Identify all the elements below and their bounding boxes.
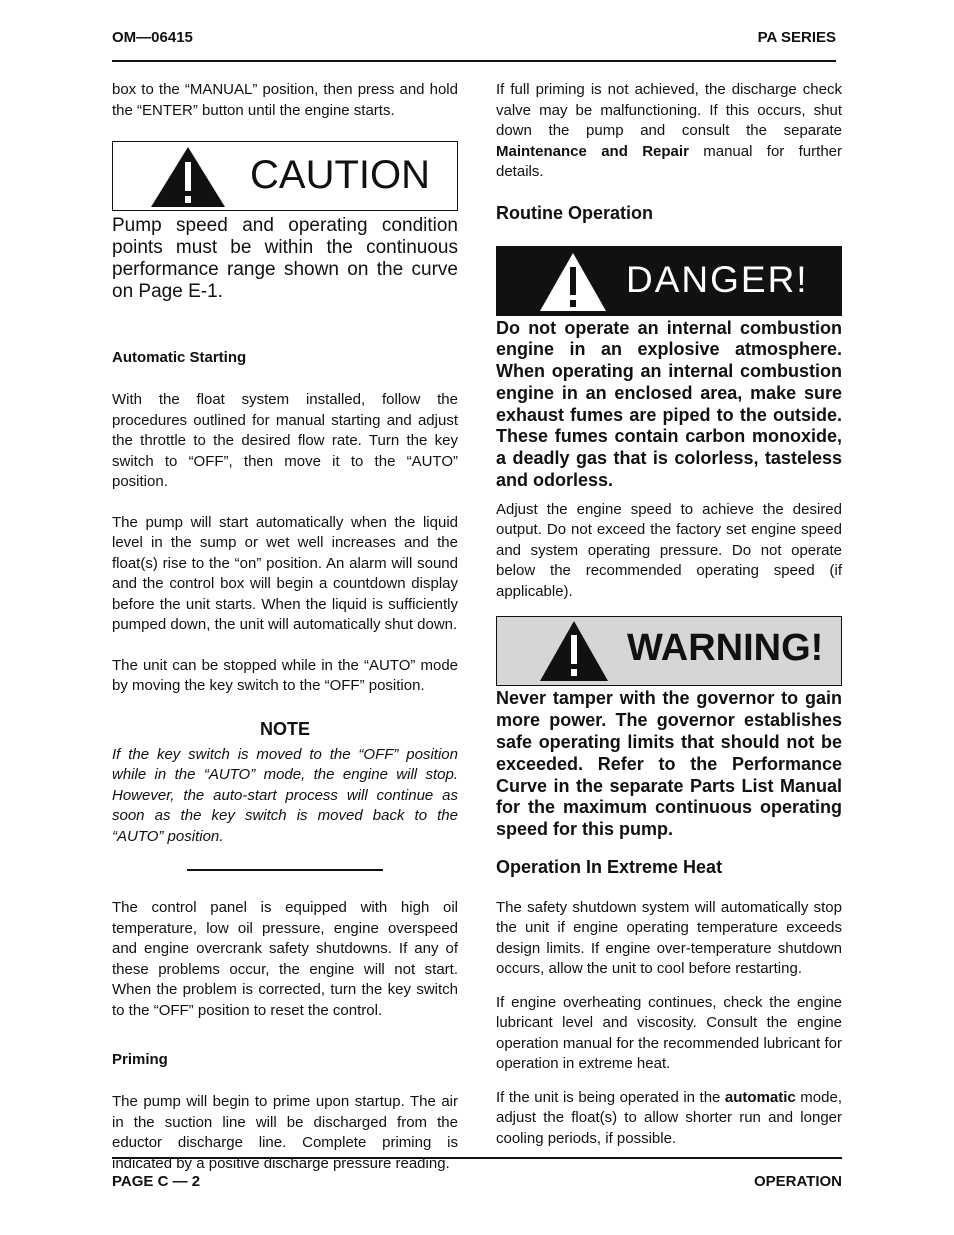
- document-number: OM—06415: [112, 29, 193, 46]
- automatic-starting-paragraph: With the float system installed, follow the procedures outlined for manual starting and adjust the throttle to the desired flow rate. Turn the key switch to “OFF”, then move it to the “AUTO” position.: [112, 391, 458, 490]
- priming-heading: Priming: [112, 1051, 168, 1068]
- priming-paragraph: The pump will begin to prime upon startup. The air in the suction line will be discharged from the eductor discharge line. Complete priming is indicated by a positive discharge pressure reading.: [112, 1093, 458, 1172]
- note-text: If the key switch is moved to the “OFF” position while in the “AUTO” mode, the engine will stop. However, the auto-start process will continue as soon as the key switch is moved back to the “AUTO” position.: [112, 745, 458, 845]
- caution-banner: [112, 141, 458, 211]
- automatic-starting-heading: Automatic Starting: [112, 349, 247, 366]
- danger-banner: [496, 246, 842, 316]
- extreme-heat-heading: Operation In Extreme Heat: [496, 856, 723, 877]
- danger-word: DANGER!: [626, 258, 809, 300]
- left-column: [112, 80, 458, 1174]
- extreme-heat-paragraph: If engine overheating continues, check the engine lubricant level and viscosity. Consult the engine operation manual for the recommended lubricant for operation in extreme heat.: [496, 993, 842, 1073]
- page-header: [112, 28, 836, 62]
- adjust-speed-paragraph: Adjust the engine speed to achieve the desired output. Do not exceed the factory set engine speed and system operating pressure. Do not operate below the recommended operating speed (if applicable).: [496, 500, 842, 600]
- automatic-starting-paragraph: The pump will start automatically when the liquid level in the sump or wet well increases and the float(s) rise to the “on” position. An alarm will sound and the control box will begin a countdown display before the unit starts. When the liquid is sufficiently pumped down, the unit will automatically shut down.: [112, 513, 458, 633]
- caution-word: CAUTION: [250, 153, 430, 197]
- automatic-starting-paragraph: The unit can be stopped while in the “AUTO” mode by moving the key switch to the “OFF” position.: [112, 656, 458, 694]
- intro-paragraph: box to the “MANUAL” position, then press and hold the “ENTER” button until the engine starts.: [112, 81, 458, 119]
- caution-triangle-icon: [149, 145, 227, 209]
- warning-triangle-icon: [538, 619, 610, 683]
- danger-triangle-icon: [538, 251, 608, 313]
- page-number: PAGE C — 2: [112, 1173, 201, 1190]
- series-name: PA SERIES: [757, 29, 836, 46]
- automatic-mode-paragraph: If the unit is being operated in the automatic mode, adjust the float(s) to allow shorter run and longer cooling periods, if possible.: [496, 1088, 842, 1147]
- control-panel-paragraph: The control panel is equipped with high oil temperature, low oil pressure, engine overspeed and engine overcrank safety shutdowns. If any of these problems occur, the engine will not start. When the problem is corrected, turn the key switch to the “OFF” position to reset the control.: [112, 899, 458, 1019]
- extreme-heat-paragraph: The safety shutdown system will automatically stop the unit if engine operating temperature exceeds design limits. If engine over-temperature shutdown occurs, allow the unit to cool before restarting.: [496, 898, 842, 978]
- section-name: OPERATION: [753, 1173, 842, 1190]
- automatic-mode-word: automatic: [724, 1088, 796, 1106]
- warning-word: WARNING!: [627, 627, 824, 670]
- routine-operation-heading: Routine Operation: [496, 202, 653, 223]
- warning-text: Never tamper with the governor to gain more power. The governor establishes safe operating limits that should not be exceeded. Refer to the Performance Curve in the separate Parts List Manual for the maximum continuous operating speed for this pump.: [496, 688, 842, 840]
- note-divider: [187, 869, 383, 871]
- caution-text: Pump speed and operating condition points must be within the continuous performance range shown on the curve on Page E-1.: [112, 215, 458, 302]
- priming-continued-paragraph: If full priming is not achieved, the discharge check valve may be malfunctioning. If this occurs, shut down the pump and consult the separate Maintenance and Repair manual for further details.: [496, 81, 842, 180]
- note-title: NOTE: [259, 718, 310, 739]
- danger-text: Do not operate an internal combustion engine in an explosive atmosphere. When operating an internal combustion engine in an enclosed area, make sure exhaust fumes are piped to the outside. These fumes contain carbon monoxide, a deadly gas that is colorless, tasteless and odorless.: [496, 317, 842, 491]
- warning-banner: [496, 616, 842, 686]
- manual-title: Maintenance and Repair: [496, 142, 689, 160]
- page-footer: [112, 1157, 842, 1199]
- right-column: [496, 80, 842, 1149]
